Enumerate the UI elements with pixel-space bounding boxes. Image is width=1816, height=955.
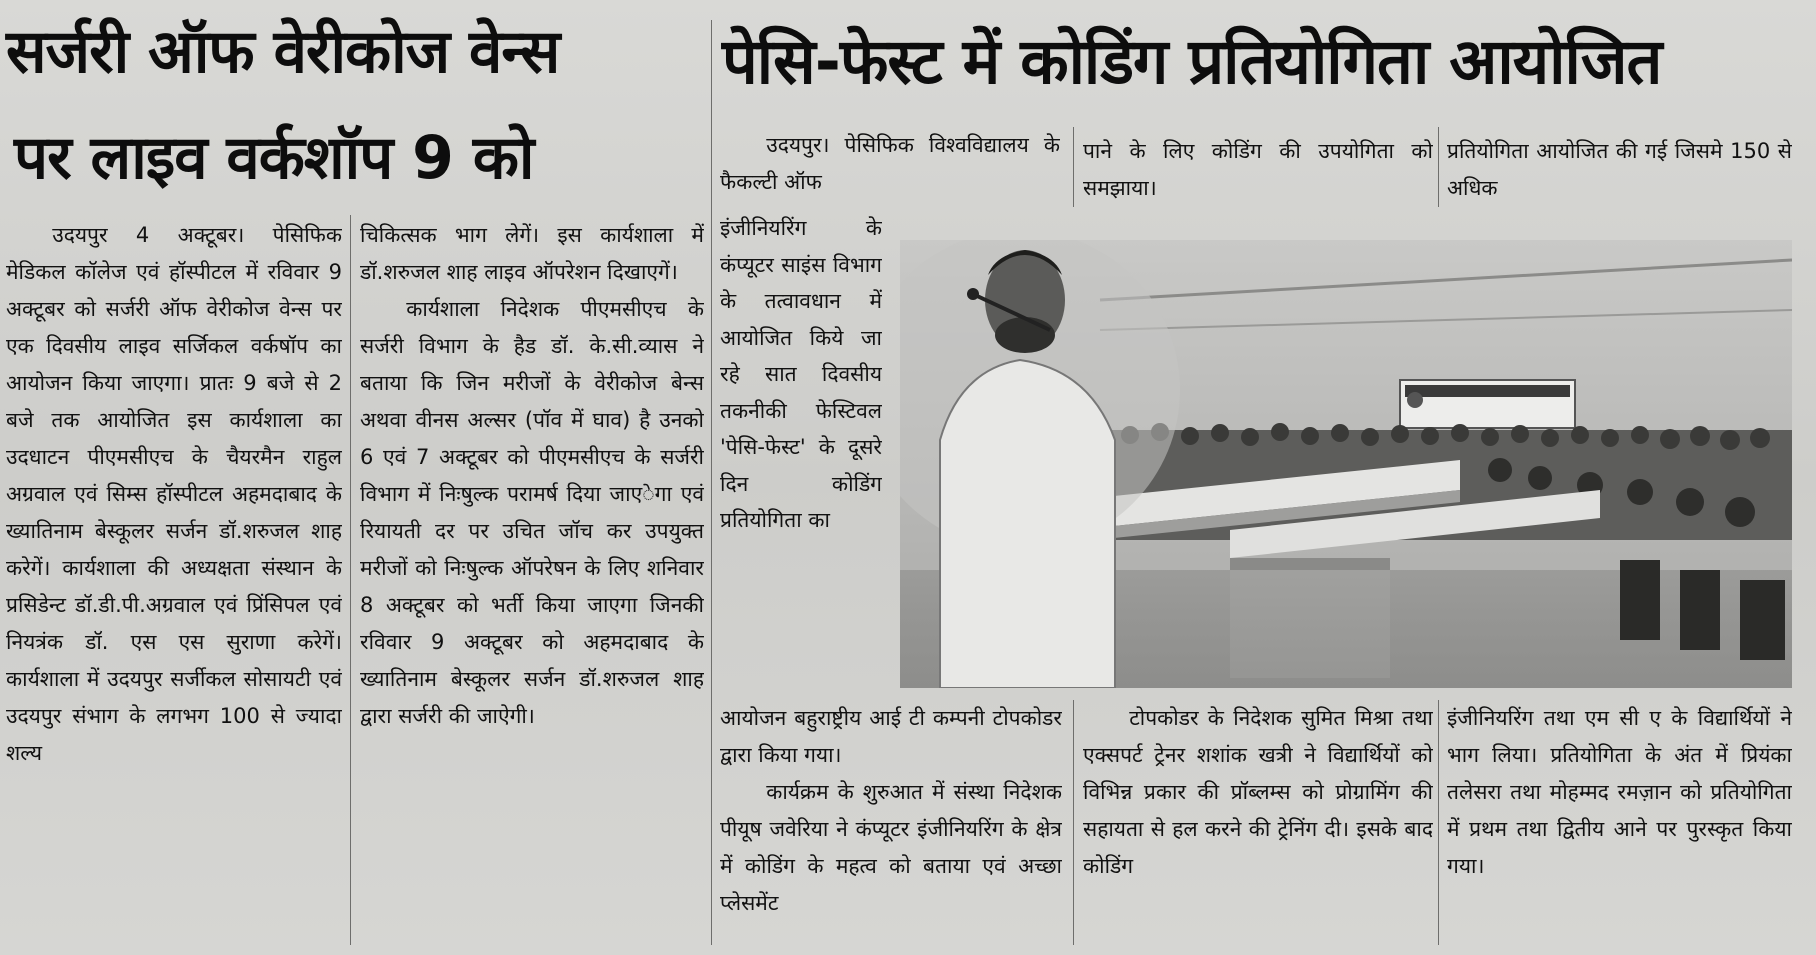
column-divider — [1438, 127, 1439, 207]
left-headline-line1: सर्जरी ऑफ वेरीकोज वेन्स — [6, 17, 560, 87]
left-col2-paragraph-1: चिकित्सक भाग लेगें। इस कार्यशाला में डॉ.शरुजल शाह लाइव ऑपरेशन दिखाएगें। — [360, 223, 704, 284]
right-story-column-3-top — [1447, 133, 1792, 203]
right-c4-bottom-text: टोपकोडर के निदेशक सुमित मिश्रा तथा एक्सपर्ट ट्रेनर शशांक खत्री ने विद्यार्थियों को विभिन्न प्रकार की प्रॉब्लम्स को प्रोग्रामिंग की सहायता से हल करने की ट्रेनिंग दी। इसके बाद कोडिंग — [1083, 706, 1433, 878]
column-divider — [1073, 127, 1074, 207]
left-headline-line2: पर लाइव वर्कशॉप 9 को — [14, 123, 534, 193]
right-story-column-1-top — [720, 127, 1060, 217]
column-divider — [350, 215, 351, 945]
right-c5-top-text: प्रतियोगिता आयोजित की गई जिसमे 150 से अधिक — [1447, 139, 1792, 200]
column-divider — [1073, 700, 1074, 945]
seminar-photo-icon — [900, 240, 1792, 688]
left-col1-paragraph: उदयपुर 4 अक्टूबर। पेसिफिक मेडिकल कॉलेज एवं हॉस्पीटल में रविवार 9 अक्टूबर को सर्जरी ऑफ वेरीकोज वेन्स पर एक दिवसीय लाइव सर्जिकल वर्कषॉप का आयोजन किया जाएगा। प्रातः 9 बजे से 2 बजे तक आयोजित इस कार्यशाला का उदधाटन पीएमसीएच के चैयरमैन राहुल अग्रवाल एवं सिम्स हॉस्पीटल अहमदाबाद के ख्यातिनाम बेस्कूलर सर्जन डॉ.शरुजल शाह करेगें। कार्यशाला की अध्यक्षता संस्थान के प्रसिडेन्ट डॉ.डी.पी.अग्रवाल एवं प्रिंसिपल एवं नियत्रंक डॉ. एस एस सुराणा करेगें। कार्यशाला में उदयपुर सर्जीकल सोसायटी एवं उदयपुर संभाग के लगभग 100 से ज्यादा शल्य — [6, 223, 342, 765]
left-col2-paragraph-2: कार्यशाला निदेशक पीएमसीएच के सर्जरी विभाग के हैड डॉ. के.सी.व्यास ने बताया कि जिन मरीजों के वेरीकोज बेन्स अथवा वीनस अल्सर (पॉव में घाव) है उनको 6 एवं 7 अक्टूबर को पीएमसीएच के सर्जरी विभाग में निःषुल्क परामर्ष दिया जाएेगा एवं रियायती दर पर उचित जॉच कर उपयुक्त मरीजों को निःषुल्क ऑपरेषन के लिए शनिवार 8 अक्टूबर को भर्ती किया जाएगा जिनकी रविवार 9 अक्टूबर को अहमदाबाद के ख्यातिनाम बेस्कूलर सर्जन डॉ.शरुजल शाह द्वारा सर्जरी की जाऐगी। — [360, 297, 704, 728]
right-story-column-2-top — [1083, 133, 1433, 203]
right-headline: पेसि-फेस्ट में कोडिंग प्रतियोगिता आयोजित — [722, 25, 1662, 98]
column-divider — [1438, 700, 1439, 945]
story-divider — [711, 20, 712, 945]
right-story-column-1-bottom — [720, 700, 1062, 952]
right-c4-top-text: पाने के लिए कोडिंग की उपयोगिता को समझाया। — [1083, 139, 1433, 200]
right-story-column-1-middle — [720, 210, 882, 700]
right-story-column-2-bottom — [1083, 700, 1433, 952]
right-c3-bottom-paragraph-1: आयोजन बहुराष्ट्रीय आई टी कम्पनी टोपकोडर द्वारा किया गया। — [720, 706, 1062, 767]
right-story-column-3-bottom — [1447, 700, 1792, 952]
right-c3-top-text: उदयपुर। पेसिफिक विश्वविद्यालय के फैकल्टी ऑफ — [720, 133, 1060, 194]
right-c3-bottom-paragraph-2: कार्यक्रम के शुरुआत में संस्था निदेशक पीयूष जवेरिया ने कंप्यूटर इंजीनियरिंग के क्षेत्र में कोडिंग के महत्व को बताया एवं अच्छा प्लेसमेंट — [720, 780, 1062, 915]
photo-seminar-hall-icon — [900, 240, 1792, 688]
left-story-column-2 — [360, 217, 704, 952]
left-story-column-1 — [6, 217, 342, 952]
right-c5-bottom-text: इंजीनियरिंग तथा एम सी ए के विद्यार्थियों ने भाग लिया। प्रतियोगिता के अंत में प्रियंका तलेसरा तथा मोहम्मद रमज़ान को प्रतियोगिता में प्रथम तथा द्वितीय आने पर पुरस्कृत किया गया। — [1447, 706, 1792, 878]
right-c3-mid-text: इंजीनियरिंग के कंप्यूटर साइंस विभाग के तत्वावधान में आयोजित किये जा रहे सात दिवसीय तकनीकी फेस्टिवल 'पेसि-फेस्ट' के दूसरे दिन कोडिंग प्रतियोगिता का — [720, 216, 882, 532]
